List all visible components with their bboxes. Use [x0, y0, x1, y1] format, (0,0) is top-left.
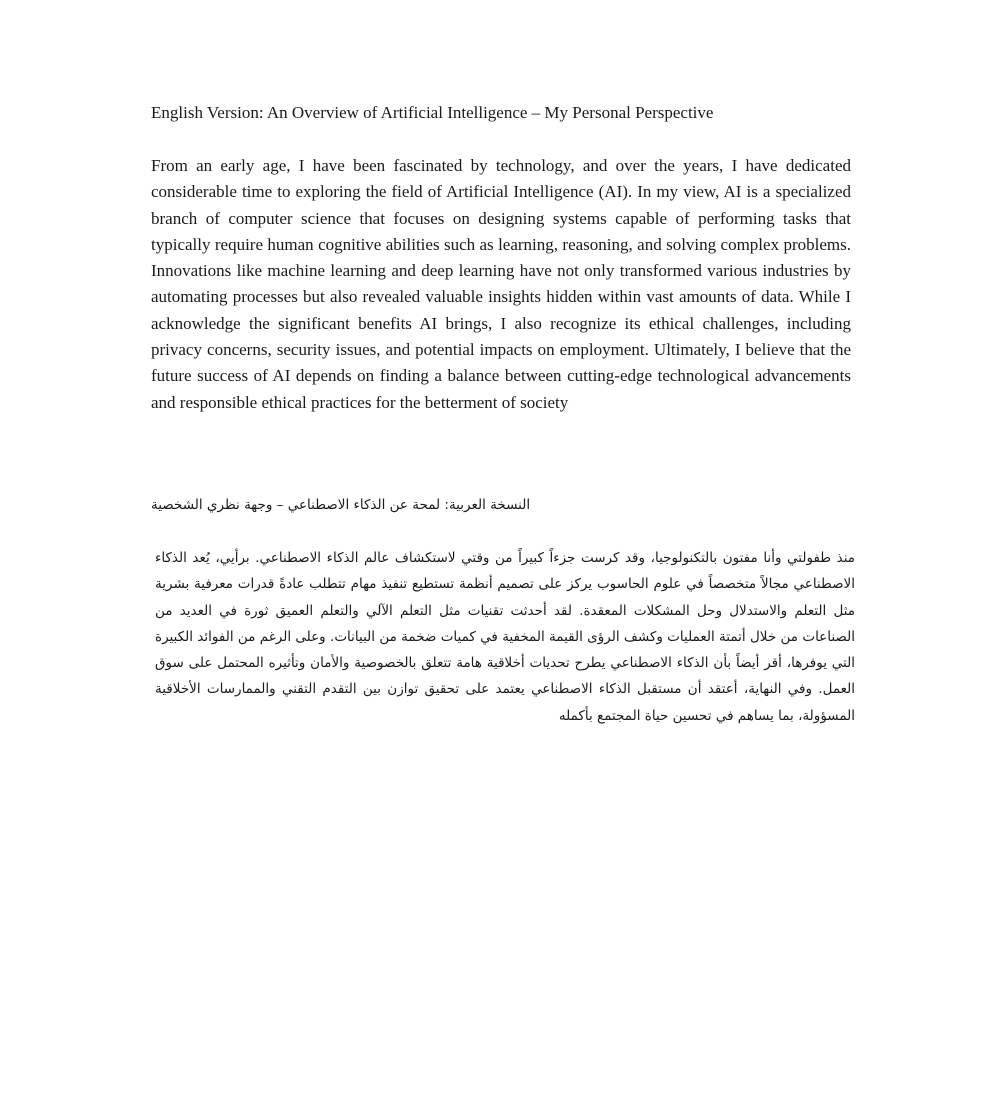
english-section-title: English Version: An Overview of Artificial Intelligence – My Personal Perspective — [151, 103, 714, 122]
arabic-section-title: النسخة العربية: لمحة عن الذكاء الاصطناعي – وجهة نظري الشخصية — [151, 497, 531, 513]
arabic-paragraph: منذ طفولتي وأنا مفتون بالتكنولوجيا، وقد كرست جزءاً كبيراً من وقتي لاستكشاف عالم الذكاء الاصطناعي. برأيي، يُعد الذكاء الاصطناعي مجالاً متخصصاً في علوم الحاسوب يركز على تصميم أنظمة تستطيع تنفيذ مهام تتطلب عادةً قدرات معرفية بشرية مثل التعلم والاستدلال وحل المشكلات المعقدة. لقد أحدثت تقنيات مثل التعلم الآلي والتعلم العميق ثورة في العديد من الصناعات من خلال أتمتة العمليات وكشف الرؤى القيمة المخفية في كميات ضخمة من البيانات. وعلى الرغم من الفوائد الكبيرة التي يوفرها، أقر أيضاً بأن الذكاء الاصطناعي يطرح تحديات أخلاقية هامة تتعلق بالخصوصية والأمان وتأثيره المحتمل على سوق العمل. وفي النهاية، أعتقد أن مستقبل الذكاء الاصطناعي يعتمد على تحقيق توازن بين التقدم التقني والممارسات الأخلاقية المسؤولة، بما يساهم في تحسين حياة المجتمع بأكمله — [155, 550, 855, 724]
english-paragraph: From an early age, I have been fascinated by technology, and over the years, I have dedicated considerable time to exploring the field of Artificial Intelligence (AI). In my view, AI is a specialized branch of computer science that focuses on designing systems capable of performing tasks that typically require human cognitive abilities such as learning, reasoning, and solving complex problems. Innovations like machine learning and deep learning have not only transformed various industries by automating processes but also revealed valuable insights hidden within vast amounts of data. While I acknowledge the significant benefits AI brings, I also recognize its ethical challenges, including privacy concerns, security issues, and potential impacts on employment. Ultimately, I believe that the future success of AI depends on finding a balance between cutting-edge technological advancements and responsible ethical practices for the betterment of society — [151, 156, 851, 412]
